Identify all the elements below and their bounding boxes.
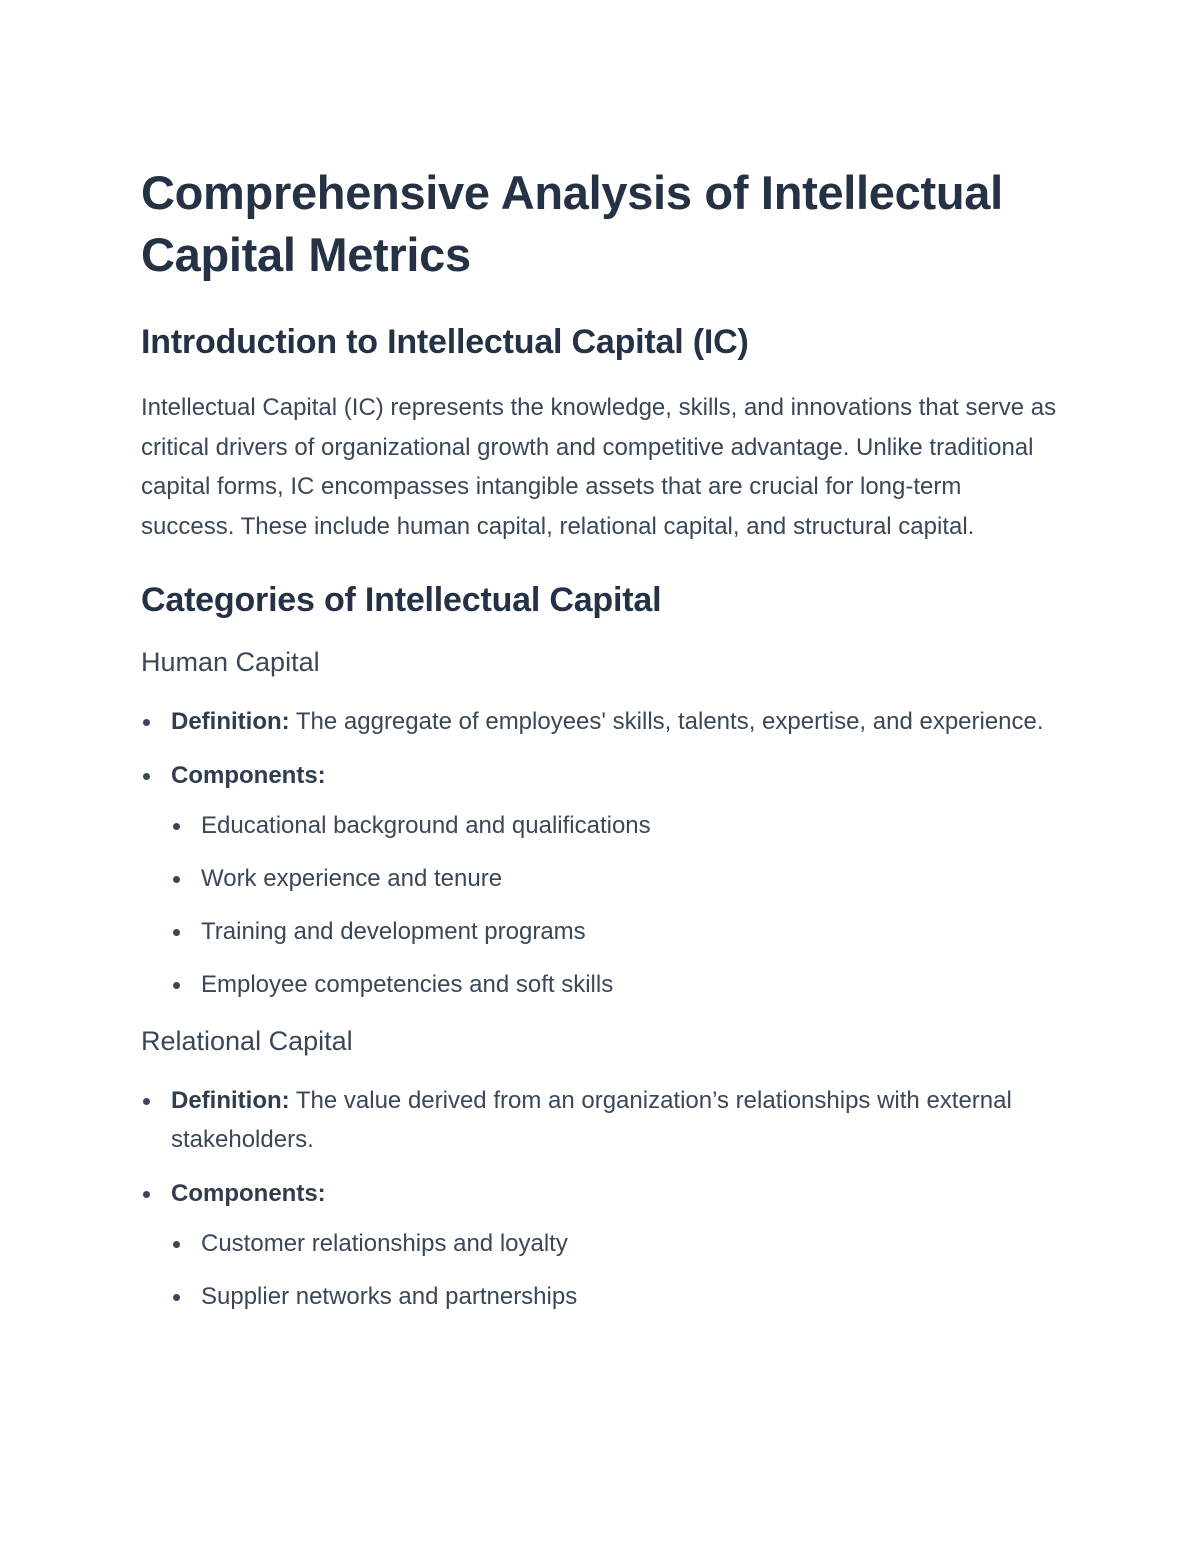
list-item: Employee competencies and soft skills (171, 965, 1060, 1005)
relational-capital-components (141, 1174, 1060, 1317)
definition-label: Definition: (171, 708, 290, 735)
list-item: Training and development programs (171, 912, 1060, 952)
relational-capital-list (141, 1081, 1060, 1317)
human-capital-definition (141, 702, 1060, 742)
definition-text: The aggregate of employees' skills, talents, expertise, and experience. (289, 708, 1044, 735)
intro-paragraph: Intellectual Capital (IC) represents the knowledge, skills, and innovations that serve as critical drivers of organizational growth and competitive advantage. Unlike traditional capital forms, IC encompasses intangible assets that are crucial for long-term success. These include human capital, relational capital, and structural capital. (141, 394, 1057, 540)
relational-capital-definition (141, 1081, 1060, 1160)
components-label: Components: (171, 1179, 326, 1207)
definition-text: The value derived from an organization’s relationships with external stakeholders. (171, 1086, 1012, 1153)
human-capital-heading: Human Capital (141, 647, 320, 677)
list-item: Work experience and tenure (171, 859, 1060, 899)
relational-capital-components-list (171, 1224, 1060, 1317)
human-capital-components-list (171, 806, 1060, 1005)
definition-label: Definition: (171, 1086, 290, 1114)
human-capital-list (141, 702, 1060, 1005)
human-capital-components (141, 756, 1060, 1005)
intro-heading: Introduction to Intellectual Capital (IC) (141, 323, 749, 361)
categories-heading: Categories of Intellectual Capital (141, 581, 662, 619)
components-label: Components: (171, 761, 326, 789)
relational-capital-heading: Relational Capital (141, 1025, 353, 1056)
list-item: Customer relationships and loyalty (171, 1224, 1060, 1264)
list-item: Educational background and qualifications (171, 806, 1060, 846)
document-title: Comprehensive Analysis of Intellectual Capital Metrics (141, 166, 1003, 281)
list-item: Supplier networks and partnerships (171, 1277, 1060, 1317)
